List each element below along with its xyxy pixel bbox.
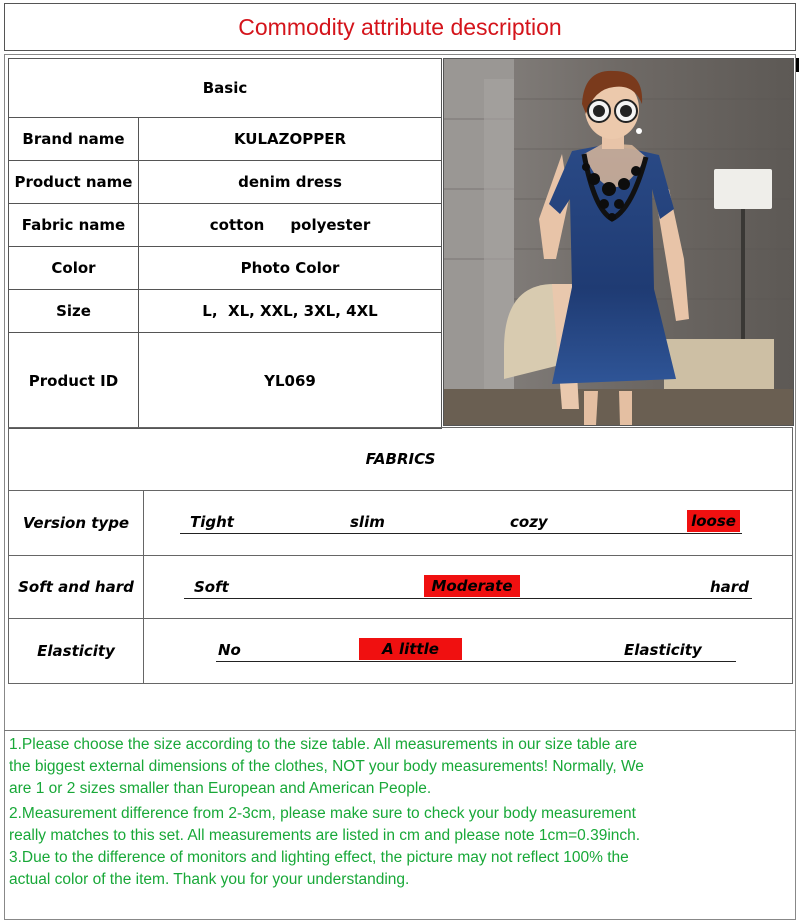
attribute-row [9, 247, 442, 290]
product-photo [443, 58, 794, 426]
note-line: actual color of the item. Thank you for your understanding. [9, 871, 410, 888]
elasticity-scale [144, 619, 793, 684]
scale-option: Elasticity [624, 641, 702, 659]
basic-attributes-table [8, 58, 442, 429]
soft-and-hard-label: Soft and hard [9, 556, 144, 619]
fabrics-heading: FABRICS [9, 428, 793, 491]
note-line: 2.Measurement difference from 2-3cm, please make sure to check your body measurement [9, 805, 636, 822]
scale-option: Soft [194, 578, 229, 596]
fabric-row-soft-and-hard [9, 556, 793, 619]
fabric-name-value: cotton polyester [139, 204, 442, 247]
scale-baseline [180, 533, 742, 534]
scale-option: No [218, 641, 241, 659]
scale-option: slim [350, 513, 385, 531]
selected-option-highlight: A little [359, 638, 462, 660]
fabrics-table [8, 427, 793, 684]
title-banner [4, 3, 796, 51]
attribute-row [9, 290, 442, 333]
product-id-value: YL069 [139, 333, 442, 429]
fabric-row-version-type [9, 491, 793, 556]
product-name-label: Product name [9, 161, 139, 204]
brand-name-label: Brand name [9, 118, 139, 161]
selected-option-highlight: loose [687, 510, 740, 532]
note-line: really matches to this set. All measurements are listed in cm and please note 1cm=0.39inch. [9, 827, 641, 844]
scale-baseline [216, 661, 736, 662]
scale-option: hard [710, 578, 749, 596]
elasticity-label: Elasticity [9, 619, 144, 684]
fabric-name-label: Fabric name [9, 204, 139, 247]
size-value: L, XL, XXL, 3XL, 4XL [139, 290, 442, 333]
note-line: are 1 or 2 sizes smaller than European and American People. [9, 780, 432, 797]
model-in-denim-dress-image [444, 59, 793, 425]
note-line: 3.Due to the difference of monitors and lighting effect, the picture may not reflect 100% the [9, 849, 629, 866]
note-line: the biggest external dimensions of the clothes, NOT your body measurements! Normally, We [9, 758, 644, 775]
scale-option: Tight [190, 513, 234, 531]
version-type-scale [144, 491, 793, 556]
scale-baseline [184, 598, 752, 599]
product-id-label: Product ID [9, 333, 139, 429]
attribute-row [9, 161, 442, 204]
size-label: Size [9, 290, 139, 333]
color-label: Color [9, 247, 139, 290]
product-name-value: denim dress [139, 161, 442, 204]
selected-option-highlight: Moderate [424, 575, 520, 597]
attribute-row [9, 118, 442, 161]
basic-heading: Basic [9, 59, 442, 118]
size-notes [4, 730, 796, 919]
page-title: Commodity attribute description [238, 14, 562, 40]
fabric-row-elasticity [9, 619, 793, 684]
soft-and-hard-scale [144, 556, 793, 619]
brand-name-value: KULAZOPPER [139, 118, 442, 161]
attribute-row [9, 333, 442, 429]
scale-option: cozy [510, 513, 548, 531]
version-type-label: Version type [9, 491, 144, 556]
attribute-row [9, 204, 442, 247]
color-value: Photo Color [139, 247, 442, 290]
note-line: 1.Please choose the size according to the size table. All measurements in our size table are [9, 736, 638, 753]
